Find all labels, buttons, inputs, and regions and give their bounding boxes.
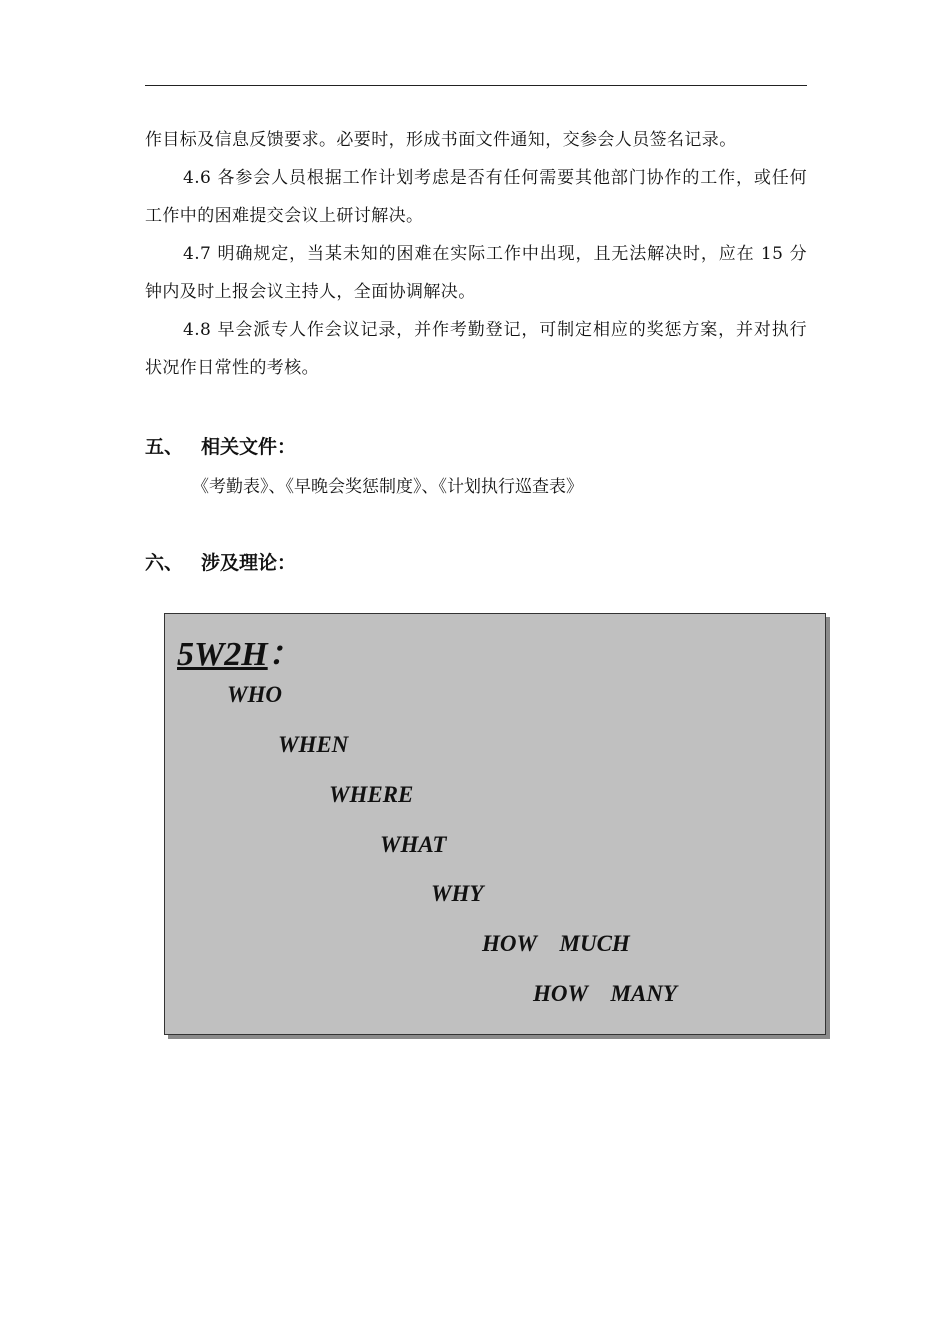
section-5-heading bbox=[145, 432, 296, 459]
body-text bbox=[145, 121, 807, 387]
item-where: WHERE bbox=[329, 782, 414, 807]
related-documents: 《考勤表》、《早晚会奖惩制度》、《计划执行巡查表》 bbox=[192, 477, 583, 497]
box-title-text: 5W2H bbox=[177, 636, 268, 673]
item-when: WHEN bbox=[278, 732, 349, 757]
header-rule bbox=[145, 85, 807, 86]
item-what: WHAT bbox=[380, 832, 447, 857]
paragraph-4-6: 4.6 各参会人员根据工作计划考虑是否有任何需要其他部门协作的工作，或任何工作中的困难提交会议上研讨解决。 bbox=[145, 168, 807, 226]
theory-box-5w2h bbox=[164, 613, 826, 1035]
section-5-title: 相关文件： bbox=[201, 436, 297, 458]
section-5-number: 五、 bbox=[145, 436, 184, 458]
paragraph-continued: 作目标及信息反馈要求。必要时，形成书面文件通知，交参会人员签名记录。 bbox=[145, 130, 737, 150]
item-how-much: HOW MUCH bbox=[482, 931, 630, 956]
box-title-colon: ： bbox=[267, 636, 302, 673]
paragraph-4-8: 4.8 早会派专人作会议记录，并作考勤登记，可制定相应的奖惩方案，并对执行状况作日常性的考核。 bbox=[145, 320, 807, 378]
box-title bbox=[177, 626, 302, 675]
item-who: WHO bbox=[227, 682, 282, 707]
section-6-heading bbox=[145, 548, 296, 575]
item-how-many: HOW MANY bbox=[533, 981, 677, 1006]
item-why: WHY bbox=[431, 881, 484, 906]
section-6-title: 涉及理论： bbox=[201, 552, 297, 574]
section-6-number: 六、 bbox=[145, 552, 184, 574]
paragraph-4-7: 4.7 明确规定，当某未知的困难在实际工作中出现，且无法解决时，应在 15 分钟内及时上报会议主持人，全面协调解决。 bbox=[145, 244, 807, 302]
